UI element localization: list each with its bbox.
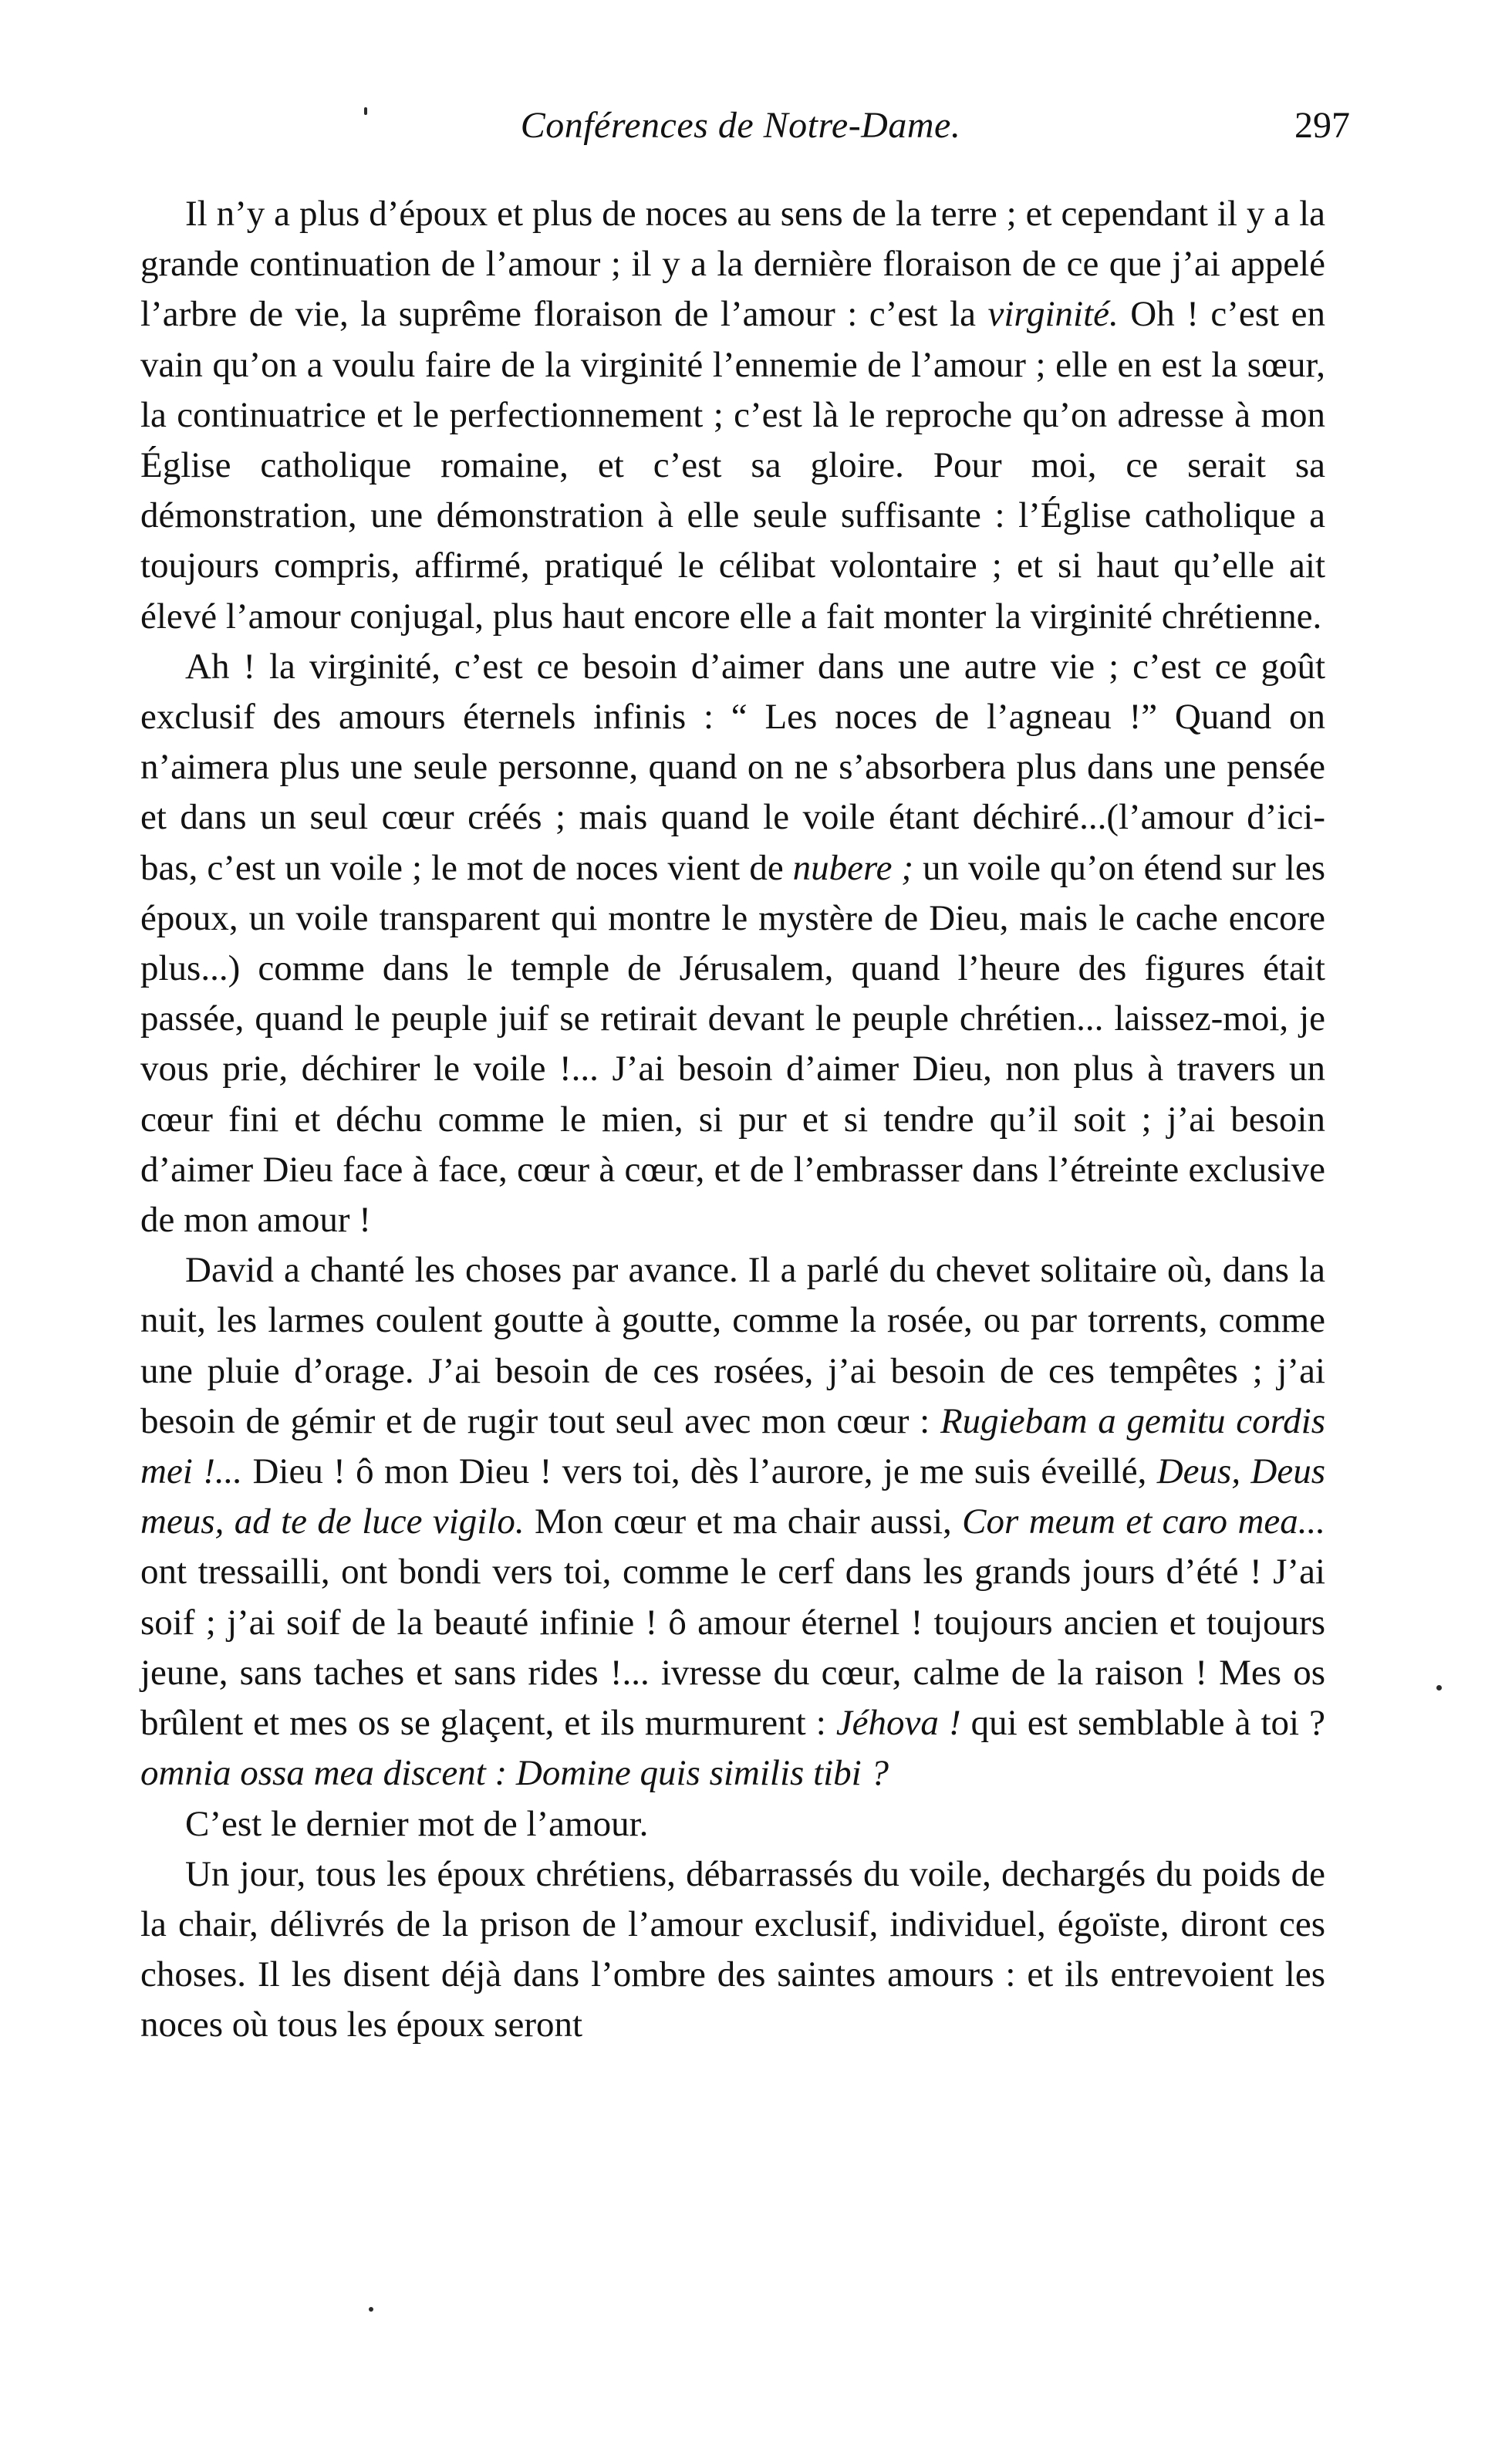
text-run: Oh ! c’est en vain qu’on a voulu faire de la virginité l’ennemie de l’amour ; elle en est la sœur, la continuatrice et le perfectionnement ; c’est là le reproche qu’on adresse à mon Église catholique romaine, et c’est sa gloire. Pour moi, ce serait sa démonstration, une démonstration à elle seule suffisante : l’Église catholique a toujours compris, affirmé, pratiqué le célibat volontaire ; et si haut qu’elle ait élevé l’amour conjugal, plus haut encore elle a fait monter la virginité chrétienne. xyxy=(140,294,1325,637)
page-number: 297 xyxy=(1294,105,1350,146)
text-run: Dieu ! ô mon Dieu ! vers toi, dès l’aurore, je me suis éveillé, xyxy=(242,1451,1157,1492)
running-head xyxy=(131,91,1350,160)
text-run: ont tressailli, ont bondi vers toi, comme le cerf dans les grands jours d’été ! J’ai soif ; j’ai soif de la beauté infinie ! ô amour éternel ! toujours ancien et toujours jeune, sans taches et sans rides !... ivresse du cœur, calme de la raison ! Mes os brûlent et mes os se glaçent, et ils murmurent : xyxy=(140,1552,1325,1744)
italic-run: nubere ; xyxy=(792,847,914,888)
text-run: Ah ! la virginité, c’est ce besoin d’aimer dans une autre vie ; c’est ce goût exclusif des amours éternels infinis : “ Les noces de l’agneau !” Quand on n’aimera plus une seule personne, quand on ne s’absorbera plus dans une pensée et dans un seul cœur créés ; mais quand le voile étant déchiré...(l’amour d’ici-bas, c’est un voile ; le mot de noces vient de xyxy=(140,646,1325,888)
paragraph xyxy=(140,642,1325,1245)
paragraph xyxy=(140,1245,1325,1799)
body-text xyxy=(140,189,1325,2051)
paragraph xyxy=(140,1799,1325,1849)
text-run: Il n’y a plus d’époux et plus de noces au sens de la terre ; et cependant il y a la grande continuation de l’amour ; il y a la dernière floraison de ce que j’ai appelé l’arbre de vie, la suprême floraison de l’amour : c’est la xyxy=(140,194,1325,335)
text-run: qui est semblable à toi ? xyxy=(960,1703,1326,1744)
print-speck xyxy=(369,2307,373,2312)
paragraph xyxy=(140,189,1325,642)
print-speck xyxy=(1436,1685,1442,1690)
paragraph xyxy=(140,1849,1325,2051)
italic-run: Rugiebam a gemitu cordis mei !... xyxy=(140,1400,1325,1492)
text-run: David a chanté les choses par avance. Il a parlé du chevet solitaire où, dans la nuit, les larmes coulent goutte à goutte, comme la rosée, ou par torrents, comme une pluie d’orage. J’ai besoin de ces rosées, j’ai besoin de ces tempêtes ; j’ai besoin de gémir et de rugir tout seul avec mon cœur : xyxy=(140,1250,1325,1441)
text-run: Un jour, tous les époux chrétiens, débarrassés du voile, dechargés du poids de la chair, délivrés de la prison de l’amour exclusif, individuel, égoïste, diront ces choses. Il les disent déjà dans l’ombre des saintes amours : et ils entrevoient les noces où tous les époux seront xyxy=(140,1853,1325,2045)
italic-run: Jéhova ! xyxy=(835,1703,961,1744)
italic-run: Deus, Deus meus, ad te de luce vigilo. xyxy=(140,1451,1326,1542)
text-run: C’est le dernier mot de l’amour. xyxy=(185,1803,649,1844)
italic-run: Cor meum et caro mea... xyxy=(962,1501,1326,1542)
italic-run: omnia ossa mea discent : Domine quis similis tibi ? xyxy=(140,1753,889,1794)
italic-run: virginité. xyxy=(987,294,1119,335)
running-title: Conférences de Notre-Dame. xyxy=(520,105,961,146)
text-run: un voile qu’on étend sur les époux, un voile transparent qui montre le mystère de Dieu, mais le cache encore plus...) comme dans le temple de Jérusalem, quand l’heure des figures était passée, quand le peuple juif se retirait devant le peuple chrétien... laissez-moi, je vous prie, déchirer le voile !... J’ai besoin d’aimer Dieu, non plus à travers un cœur fini et déchu comme le mien, si pur et si tendre qu’il soit ; j’ai besoin d’aimer Dieu face à face, cœur à cœur, et de l’embrasser dans l’étreinte exclusive de mon amour ! xyxy=(140,847,1326,1241)
print-speck xyxy=(364,107,367,115)
text-run: Mon cœur et ma chair aussi, xyxy=(524,1501,963,1542)
